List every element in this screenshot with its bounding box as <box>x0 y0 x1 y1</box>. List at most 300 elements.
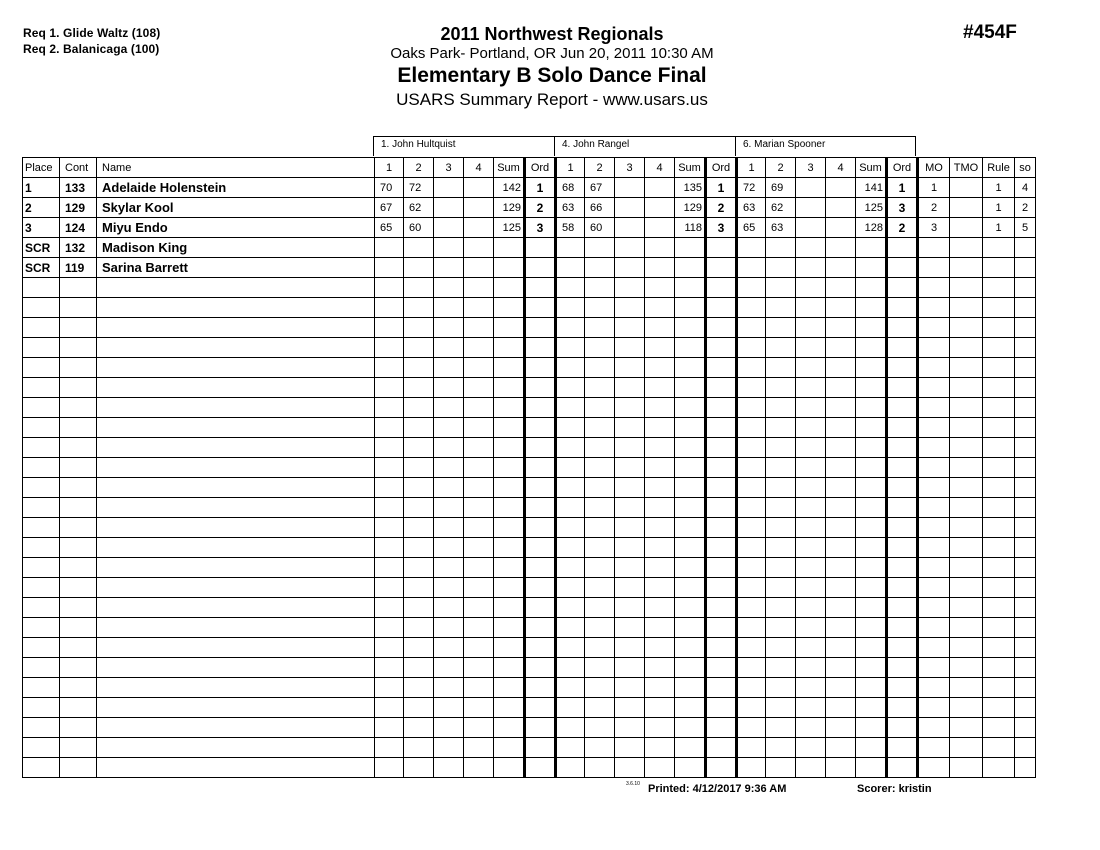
empty-cell <box>404 398 434 418</box>
empty-cell <box>525 558 556 578</box>
empty-cell <box>23 598 60 618</box>
empty-cell <box>556 518 585 538</box>
empty-cell <box>645 518 675 538</box>
empty-cell <box>375 718 404 738</box>
empty-cell <box>918 738 950 758</box>
empty-cell <box>60 398 97 418</box>
empty-cell <box>1015 578 1036 598</box>
empty-cell <box>645 638 675 658</box>
judge2-score-cell <box>615 238 645 258</box>
empty-cell <box>464 518 494 538</box>
judge2-score-cell <box>706 238 737 258</box>
empty-cell <box>615 338 645 358</box>
empty-cell <box>675 658 706 678</box>
empty-cell <box>60 538 97 558</box>
empty-cell <box>585 518 615 538</box>
empty-cell <box>525 638 556 658</box>
empty-cell <box>434 738 464 758</box>
empty-cell <box>525 398 556 418</box>
place-cell: 1 <box>23 178 60 198</box>
empty-cell <box>23 618 60 638</box>
empty-cell <box>706 298 737 318</box>
empty-row <box>23 618 1036 638</box>
empty-cell <box>434 418 464 438</box>
empty-cell <box>525 738 556 758</box>
empty-cell <box>1015 398 1036 418</box>
empty-cell <box>60 758 97 778</box>
empty-cell <box>23 538 60 558</box>
empty-cell <box>856 518 887 538</box>
empty-cell <box>434 338 464 358</box>
empty-cell <box>556 678 585 698</box>
skater-name-cell: Adelaide Holenstein <box>97 178 375 198</box>
empty-cell <box>585 558 615 578</box>
empty-cell <box>766 618 796 638</box>
empty-cell <box>887 298 918 318</box>
empty-cell <box>375 338 404 358</box>
empty-cell <box>796 458 826 478</box>
empty-cell <box>464 618 494 638</box>
empty-cell <box>23 478 60 498</box>
empty-cell <box>766 398 796 418</box>
empty-cell <box>950 758 983 778</box>
empty-cell <box>645 538 675 558</box>
empty-cell <box>675 718 706 738</box>
empty-cell <box>645 378 675 398</box>
empty-cell <box>766 438 796 458</box>
empty-row <box>23 418 1036 438</box>
empty-cell <box>615 358 645 378</box>
empty-cell <box>737 278 766 298</box>
empty-cell <box>706 638 737 658</box>
empty-cell <box>706 618 737 638</box>
judge3-score-cell: 1 <box>887 178 918 198</box>
empty-cell <box>375 298 404 318</box>
empty-cell <box>23 698 60 718</box>
empty-cell <box>983 418 1015 438</box>
empty-cell <box>918 398 950 418</box>
empty-cell <box>97 518 375 538</box>
empty-cell <box>464 658 494 678</box>
empty-cell <box>556 418 585 438</box>
empty-cell <box>796 538 826 558</box>
empty-cell <box>645 598 675 618</box>
judge3-score-cell <box>856 258 887 278</box>
empty-cell <box>675 478 706 498</box>
empty-cell <box>404 678 434 698</box>
empty-cell <box>766 318 796 338</box>
empty-cell <box>826 718 856 738</box>
empty-cell <box>615 658 645 678</box>
empty-cell <box>918 338 950 358</box>
empty-cell <box>1015 678 1036 698</box>
empty-cell <box>525 678 556 698</box>
empty-cell <box>918 618 950 638</box>
empty-cell <box>950 598 983 618</box>
empty-cell <box>796 738 826 758</box>
empty-cell <box>826 618 856 638</box>
mo-cell: 3 <box>918 218 950 238</box>
empty-cell <box>918 358 950 378</box>
col-header-judge2-2: 3 <box>615 158 645 178</box>
col-header-judge1-0: 1 <box>375 158 404 178</box>
empty-cell <box>675 698 706 718</box>
empty-cell <box>1015 718 1036 738</box>
judge1-score-cell: 3 <box>525 218 556 238</box>
empty-cell <box>766 538 796 558</box>
empty-cell <box>23 498 60 518</box>
empty-cell <box>615 438 645 458</box>
judge3-score-cell <box>766 238 796 258</box>
empty-cell <box>675 578 706 598</box>
col-header-mo: MO <box>918 158 950 178</box>
empty-cell <box>856 638 887 658</box>
judge2-score-cell <box>675 258 706 278</box>
empty-row <box>23 758 1036 778</box>
empty-cell <box>826 298 856 318</box>
empty-cell <box>404 458 434 478</box>
empty-cell <box>950 578 983 598</box>
empty-cell <box>706 678 737 698</box>
empty-cell <box>918 538 950 558</box>
empty-cell <box>556 438 585 458</box>
empty-cell <box>796 758 826 778</box>
judge3-score-cell <box>856 238 887 258</box>
empty-cell <box>887 318 918 338</box>
judge2-score-cell <box>556 258 585 278</box>
empty-cell <box>856 738 887 758</box>
empty-cell <box>826 558 856 578</box>
mo-cell <box>918 238 950 258</box>
empty-cell <box>60 518 97 538</box>
empty-cell <box>983 718 1015 738</box>
empty-cell <box>737 318 766 338</box>
empty-cell <box>434 378 464 398</box>
judge1-score-cell <box>494 238 525 258</box>
empty-cell <box>645 418 675 438</box>
empty-cell <box>737 718 766 738</box>
empty-cell <box>97 698 375 718</box>
empty-cell <box>97 458 375 478</box>
empty-cell <box>494 418 525 438</box>
table-row <box>23 178 1036 198</box>
judge3-score-cell <box>796 238 826 258</box>
empty-cell <box>585 338 615 358</box>
empty-cell <box>525 458 556 478</box>
empty-cell <box>464 378 494 398</box>
empty-cell <box>950 358 983 378</box>
empty-cell <box>615 598 645 618</box>
empty-cell <box>1015 598 1036 618</box>
empty-cell <box>796 558 826 578</box>
empty-cell <box>826 318 856 338</box>
empty-cell <box>706 498 737 518</box>
empty-cell <box>615 298 645 318</box>
judge2-score-cell: 68 <box>556 178 585 198</box>
empty-cell <box>706 398 737 418</box>
empty-cell <box>556 298 585 318</box>
empty-cell <box>404 618 434 638</box>
empty-cell <box>556 318 585 338</box>
empty-cell <box>983 518 1015 538</box>
empty-cell <box>585 698 615 718</box>
contestant-number-cell: 119 <box>60 258 97 278</box>
empty-cell <box>983 318 1015 338</box>
empty-cell <box>887 618 918 638</box>
empty-cell <box>796 418 826 438</box>
empty-cell <box>796 678 826 698</box>
empty-cell <box>983 378 1015 398</box>
empty-cell <box>585 538 615 558</box>
empty-cell <box>706 658 737 678</box>
empty-cell <box>60 418 97 438</box>
judge2-score-cell <box>615 258 645 278</box>
judge1-score-cell <box>434 238 464 258</box>
judge2-score-cell: 129 <box>675 198 706 218</box>
empty-cell <box>464 738 494 758</box>
empty-cell <box>983 538 1015 558</box>
col-header-place: Place <box>23 158 60 178</box>
place-cell: 3 <box>23 218 60 238</box>
empty-cell <box>585 678 615 698</box>
empty-cell <box>887 458 918 478</box>
table-row <box>23 218 1036 238</box>
empty-cell <box>887 578 918 598</box>
empty-cell <box>23 438 60 458</box>
empty-cell <box>675 318 706 338</box>
empty-cell <box>796 278 826 298</box>
empty-cell <box>766 598 796 618</box>
empty-cell <box>826 678 856 698</box>
empty-cell <box>983 658 1015 678</box>
empty-cell <box>706 518 737 538</box>
empty-cell <box>737 438 766 458</box>
empty-cell <box>615 738 645 758</box>
empty-cell <box>766 278 796 298</box>
empty-cell <box>525 498 556 518</box>
empty-cell <box>706 718 737 738</box>
empty-cell <box>918 318 950 338</box>
empty-row <box>23 498 1036 518</box>
contestant-number-cell: 129 <box>60 198 97 218</box>
empty-cell <box>375 478 404 498</box>
judge1-score-cell <box>464 238 494 258</box>
empty-cell <box>645 698 675 718</box>
empty-cell <box>887 398 918 418</box>
empty-cell <box>615 758 645 778</box>
empty-cell <box>615 378 645 398</box>
empty-cell <box>887 478 918 498</box>
empty-cell <box>60 738 97 758</box>
empty-cell <box>556 658 585 678</box>
rule-cell <box>983 238 1015 258</box>
empty-cell <box>675 418 706 438</box>
judge1-score-cell <box>464 198 494 218</box>
empty-cell <box>525 758 556 778</box>
empty-cell <box>434 578 464 598</box>
empty-cell <box>404 638 434 658</box>
empty-cell <box>983 758 1015 778</box>
col-header-judge1-3: 4 <box>464 158 494 178</box>
empty-cell <box>1015 278 1036 298</box>
empty-cell <box>494 638 525 658</box>
empty-cell <box>97 578 375 598</box>
empty-cell <box>23 378 60 398</box>
empty-cell <box>645 438 675 458</box>
judge3-score-cell <box>826 198 856 218</box>
empty-cell <box>856 718 887 738</box>
empty-cell <box>983 358 1015 378</box>
requirement-1: Req 1. Glide Waltz (108) <box>23 26 161 40</box>
event-number: #454F <box>963 22 1017 43</box>
judge1-score-cell <box>464 178 494 198</box>
empty-cell <box>737 598 766 618</box>
empty-cell <box>1015 438 1036 458</box>
empty-cell <box>375 518 404 538</box>
empty-cell <box>615 418 645 438</box>
empty-cell <box>97 738 375 758</box>
empty-cell <box>766 418 796 438</box>
empty-cell <box>464 758 494 778</box>
empty-cell <box>737 578 766 598</box>
empty-cell <box>737 518 766 538</box>
empty-cell <box>23 718 60 738</box>
report-title: USARS Summary Report - www.usars.us <box>396 90 708 109</box>
empty-cell <box>525 318 556 338</box>
judge2-score-cell <box>556 238 585 258</box>
empty-cell <box>766 298 796 318</box>
empty-cell <box>826 538 856 558</box>
empty-cell <box>737 658 766 678</box>
empty-cell <box>918 578 950 598</box>
empty-cell <box>1015 738 1036 758</box>
empty-cell <box>434 658 464 678</box>
empty-cell <box>60 278 97 298</box>
judge3-score-cell <box>737 258 766 278</box>
empty-cell <box>766 558 796 578</box>
table-row <box>23 258 1036 278</box>
header-row <box>23 158 1036 178</box>
judge2-score-cell: 3 <box>706 218 737 238</box>
empty-cell <box>404 698 434 718</box>
place-cell: SCR <box>23 258 60 278</box>
empty-cell <box>645 338 675 358</box>
empty-cell <box>375 638 404 658</box>
empty-cell <box>97 758 375 778</box>
empty-cell <box>525 378 556 398</box>
empty-cell <box>60 498 97 518</box>
so-cell: 5 <box>1015 218 1036 238</box>
empty-cell <box>706 478 737 498</box>
empty-cell <box>706 698 737 718</box>
judge3-score-cell <box>766 258 796 278</box>
empty-cell <box>645 738 675 758</box>
judge1-score-cell: 72 <box>404 178 434 198</box>
empty-cell <box>796 698 826 718</box>
empty-cell <box>737 558 766 578</box>
empty-cell <box>375 498 404 518</box>
empty-cell <box>950 418 983 438</box>
empty-cell <box>766 758 796 778</box>
empty-cell <box>556 698 585 718</box>
col-header-judge2-1: 2 <box>585 158 615 178</box>
empty-cell <box>585 658 615 678</box>
empty-cell <box>737 638 766 658</box>
empty-cell <box>1015 758 1036 778</box>
judge1-score-cell: 125 <box>494 218 525 238</box>
empty-cell <box>675 358 706 378</box>
empty-cell <box>887 558 918 578</box>
judge2-score-cell <box>645 258 675 278</box>
tmo-cell <box>950 258 983 278</box>
empty-cell <box>615 618 645 638</box>
col-header-judge1-5: Ord <box>525 158 556 178</box>
empty-cell <box>766 358 796 378</box>
contestant-number-cell: 124 <box>60 218 97 238</box>
judge2-score-cell <box>645 198 675 218</box>
empty-cell <box>525 298 556 318</box>
empty-cell <box>706 338 737 358</box>
empty-cell <box>585 378 615 398</box>
judge2-score-cell: 118 <box>675 218 706 238</box>
empty-cell <box>375 658 404 678</box>
empty-cell <box>585 298 615 318</box>
judge2-score-cell: 63 <box>556 198 585 218</box>
empty-cell <box>464 338 494 358</box>
empty-row <box>23 558 1036 578</box>
empty-cell <box>706 418 737 438</box>
judge3-score-cell <box>796 178 826 198</box>
empty-cell <box>983 338 1015 358</box>
empty-cell <box>1015 558 1036 578</box>
rule-cell <box>983 258 1015 278</box>
empty-cell <box>434 758 464 778</box>
empty-cell <box>796 318 826 338</box>
empty-cell <box>950 498 983 518</box>
empty-cell <box>887 418 918 438</box>
judge3-score-cell: 141 <box>856 178 887 198</box>
empty-cell <box>494 758 525 778</box>
empty-cell <box>856 278 887 298</box>
empty-cell <box>434 698 464 718</box>
empty-cell <box>856 318 887 338</box>
empty-cell <box>675 458 706 478</box>
empty-cell <box>525 418 556 438</box>
empty-cell <box>645 478 675 498</box>
empty-cell <box>918 478 950 498</box>
empty-cell <box>796 518 826 538</box>
empty-cell <box>525 598 556 618</box>
empty-cell <box>585 578 615 598</box>
empty-cell <box>856 478 887 498</box>
empty-cell <box>856 538 887 558</box>
printed-timestamp: Printed: 4/12/2017 9:36 AM <box>648 783 787 795</box>
judge1-score-cell <box>404 258 434 278</box>
empty-cell <box>434 478 464 498</box>
judge1-score-cell: 129 <box>494 198 525 218</box>
judge1-score-cell <box>375 258 404 278</box>
judge2-score-cell <box>615 198 645 218</box>
event-name: Elementary B Solo Dance Final <box>397 64 707 87</box>
col-header-judge3-1: 2 <box>766 158 796 178</box>
empty-cell <box>23 318 60 338</box>
empty-cell <box>434 718 464 738</box>
col-header-tmo: TMO <box>950 158 983 178</box>
empty-cell <box>950 478 983 498</box>
tmo-cell <box>950 198 983 218</box>
empty-cell <box>918 718 950 738</box>
mo-cell <box>918 258 950 278</box>
